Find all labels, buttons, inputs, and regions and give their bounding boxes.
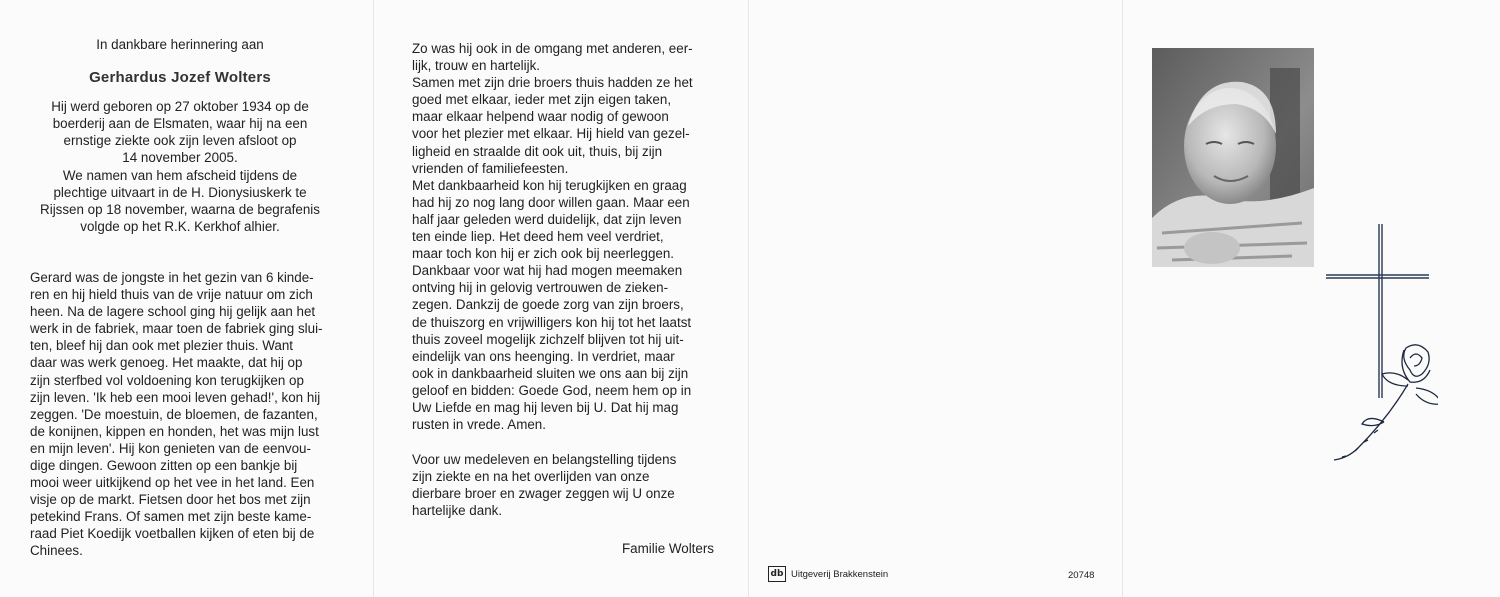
bio-line: plechtige uitvaart in de H. Dionysiuskerk te [53,184,307,200]
text-line: had hij zo nog lang door willen gaan. Maar een [412,194,690,210]
bio-line: boerderij aan de Elsmaten, waar hij na een [52,116,308,132]
story-line: dige dingen. Gewoon zitten op een bankje bij [30,457,298,473]
text-line: Zo was hij ook in de omgang met anderen, eer- [412,41,693,56]
story-line: visje op de markt. Fietsen door het bos met zijn [30,492,311,508]
story-line: de konijnen, kippen en honden, het was mijn lust [30,423,319,439]
text-line: eindelijk van ons heenging. In verdriet, maar [412,348,675,364]
text-line: zijn ziekte en na het overlijden van onze [412,469,650,485]
story-line: raad Piet Koedijk voetballen kijken of eten bij de [30,526,315,542]
bio-line: Hij werd geboren op 27 oktober 1934 op de [51,99,309,115]
bio-line: ernstige ziekte ook zijn leven afsloot op [63,133,297,149]
family-signature: Familie Wolters [621,540,714,556]
text-line: lijk, trouw en hartelijk. [412,58,541,74]
cross-rose-decoration [1318,218,1438,468]
story-line: en mijn leven'. Hij kon genieten van de eenvou- [30,440,311,456]
text-line: ten einde liep. Het deed hem veel verdriet, [412,229,664,245]
portrait-photo [1152,48,1314,267]
text-line: half jaar geleden werd duidelijk, dat zijn leven [412,211,682,227]
text-line: Voor uw medeleven en belangstelling tijdens [412,452,677,468]
story-line: petekind Frans. Of samen met zijn beste kame- [30,509,312,525]
story-line: zeggen. 'De moestuin, de bloemen, de fazanten, [30,406,318,422]
cross-icon [1326,224,1429,398]
memories-paragraph [412,40,714,433]
text-line: ligheid en straalde dit ook uit, thuis, bij zijn [412,143,663,159]
bio-line: volgde op het R.K. Kerkhof alhier. [80,218,280,234]
text-line: thuis zoveel mogelijk zichzelf blijven tot hij uit- [412,331,684,347]
publisher-logo-icon: db [768,566,786,582]
text-line: vrienden of familiefeesten. [412,160,569,176]
story-line: zijn sterfbed vol voldoening kon terugkijken op [30,372,304,388]
text-line: voor het plezier met elkaar. Hij hield van gezel- [412,126,690,142]
text-line: Uw Liefde en mag hij leven bij U. Dat hij mag [412,399,679,415]
story-line: ten, bleef hij dan ook met plezier thuis. Want [30,338,293,354]
story-line: heen. Na de lagere school ging hij gelijk aan het [30,304,316,320]
text-line: Samen met zijn drie broers thuis hadden ze het [412,75,693,91]
text-line: maar elkaar helpend waar nodig of gewoon [412,109,669,125]
text-line: ook in dankbaarheid sluiten we ons aan bij zijn [412,365,689,381]
text-line: de thuiszorg en vrijwilligers kon hij tot het laatst [412,314,692,330]
portrait-image [1152,48,1314,267]
text-line: zegen. Dankzij de goede zorg van zijn broers, [412,297,684,313]
text-line: hartelijke dank. [412,503,503,519]
text-line: rusten in vrede. Amen. [412,417,546,433]
fold-line [1122,0,1123,597]
text-line: maar toch kon hij er zich ook bij neerleggen. [412,246,675,262]
text-line: goed met elkaar, ieder met zijn eigen taken, [412,92,672,108]
bio-line: 14 november 2005. [122,150,238,166]
bio-line: Rijssen op 18 november, waarna de begrafenis [40,201,320,217]
story-line: daar was werk genoeg. Het maakte, dat hij op [30,355,303,371]
life-story [30,269,330,560]
publisher-name: Uitgeverij Brakkenstein [791,568,889,580]
story-line: mooi weer uitkijkend op het vee in het land. Een [30,475,315,491]
story-line: zijn leven. 'Ik heb een mooi leven gehad!', kon hij [30,389,321,405]
text-line: ontving hij in gelovig vertrouwen de zieken- [412,280,669,296]
bio-line: We namen van hem afscheid tijdens de [62,167,298,183]
rose-icon [1334,345,1438,460]
text-line: Dankbaar voor wat hij had mogen meemaken [412,263,683,279]
text-line: geloof en bidden: Goede God, neem hem op in [412,382,692,398]
story-line: ren en hij hield thuis van de vrije natuur om zich [30,287,313,303]
story-line: Gerard was de jongste in het gezin van 6 kinde- [30,269,314,285]
memorial-heading: In dankbare herinnering aan [96,37,264,52]
text-line: dierbare broer en zwager zeggen wij U onze [412,486,675,502]
story-line: Chinees. [30,543,83,559]
middle-column [412,40,714,557]
publisher-mark [768,566,888,582]
fold-line [748,0,749,597]
story-line: werk in de fabriek, maar toen de fabriek ging slui- [30,321,323,337]
fold-line [373,0,374,597]
deceased-name: Gerhardus Jozef Wolters [89,69,271,87]
bio-block [30,98,330,235]
card-code: 20748 [1068,570,1095,581]
thanks-paragraph [412,451,714,519]
text-line: Met dankbaarheid kon hij terugkijken en graag [412,177,687,193]
left-column [30,36,330,574]
